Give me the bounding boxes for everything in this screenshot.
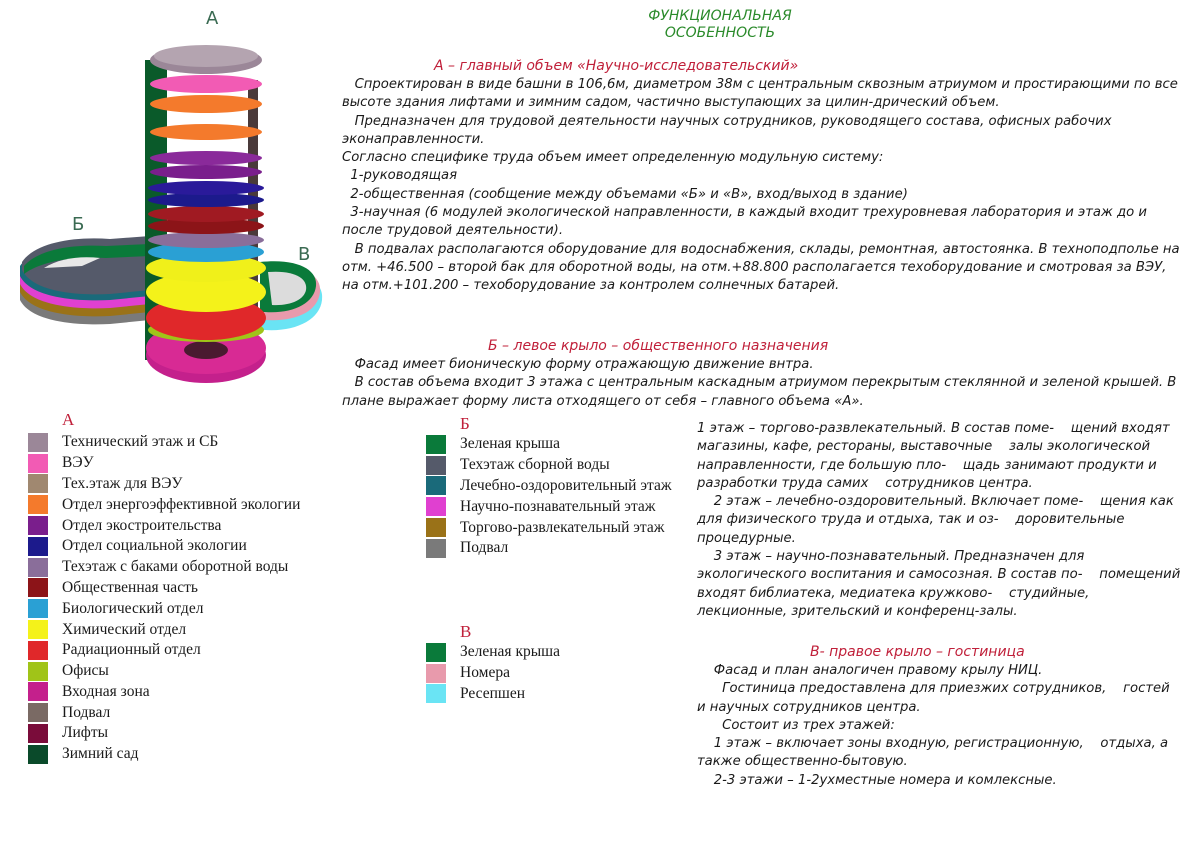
legend-swatch	[28, 745, 48, 764]
section-b-title: Б – левое крыло – общественного назначения	[488, 338, 829, 354]
legend-swatch	[28, 537, 48, 556]
section-v-text	[697, 662, 1182, 790]
legend-item	[28, 723, 138, 744]
legend-item	[28, 557, 300, 578]
legend-label: Зеленая крыша	[460, 435, 560, 453]
legend-label: Радиационный отдел	[62, 641, 201, 659]
legend-label: Входная зона	[62, 682, 150, 700]
legend-item	[28, 515, 300, 536]
legend-item	[426, 496, 672, 517]
page-title-line1: ФУНКЦИОНАЛЬНАЯ	[648, 8, 792, 24]
section-a-title: А – главный объем «Научно-исследовательский»	[434, 58, 799, 74]
legend-label: Отдел экостроительства	[62, 516, 222, 534]
legend-label: Общественная часть	[62, 578, 198, 596]
section-b-text	[342, 356, 1182, 411]
legend-v	[426, 642, 560, 704]
legend-label: Зимний сад	[62, 745, 139, 763]
legend-swatch	[28, 578, 48, 597]
legend-item	[28, 432, 300, 453]
section-a-text	[342, 76, 1182, 296]
legend-swatch	[426, 518, 446, 537]
legend-a-extra	[28, 723, 138, 765]
legend-label: Лифты	[62, 724, 109, 742]
legend-label: Химический отдел	[62, 620, 187, 638]
legend-label: Отдел социальной экологии	[62, 537, 247, 555]
legend-label: Научно-познавательный этаж	[460, 497, 656, 515]
section-a-paragraph: В подвалах располагаются оборудование для водоснабжения, склады, ремонтная, автостоянка. В техноподполье на отм. +46.500 – второй бак для оборотной воды, на отм.+88.800 располагается техоборудование и смотровая за ВЭУ, на отм.+101.200 – техоборудование за контролем солнечных батарей.	[342, 241, 1184, 294]
legend-item	[28, 474, 300, 495]
legend-item	[426, 642, 560, 663]
legend-item	[28, 494, 300, 515]
legend-swatch	[28, 662, 48, 681]
section-b-paragraph: В состав объема входит 3 этажа с центральным каскадным атриумом перекрытым стеклянной и зеленой крышей. В плане выражает форму листа отходящего от себя – главного объема «А».	[342, 375, 1181, 409]
legend-item	[426, 663, 560, 684]
legend-b-title: Б	[460, 414, 470, 433]
legend-item	[28, 598, 300, 619]
legend-label: Техэтаж с баками оборотной воды	[62, 558, 289, 576]
legend-swatch	[426, 684, 446, 703]
legend-swatch	[28, 641, 48, 660]
legend-swatch	[28, 558, 48, 577]
legend-label: Подвал	[460, 539, 509, 557]
legend-item	[28, 578, 300, 599]
page-title-line2: ОСОБЕННОСТЬ	[664, 25, 776, 41]
right-wing-v	[260, 261, 322, 330]
building-label-a: А	[206, 8, 219, 29]
legend-label: Тех.этаж для ВЭУ	[62, 474, 183, 492]
section-a-paragraph: 3-научная (6 модулей экологической направленности, в каждый входит трехуровневая лаборатория и этаж до и после трудовой деятельности).	[342, 205, 1152, 239]
legend-v-title: В	[460, 622, 472, 641]
legend-label: Техэтаж сборной воды	[460, 456, 610, 474]
legend-label: Торгово-развлекательный этаж	[460, 518, 665, 536]
legend-swatch	[426, 456, 446, 475]
page-title	[560, 8, 880, 42]
left-wing-b	[20, 236, 150, 324]
legend-item	[426, 684, 560, 705]
section-v-paragraph: Состоит из трех этажей:	[697, 717, 895, 733]
legend-swatch	[28, 495, 48, 514]
legend-item	[28, 619, 300, 640]
section-v-title: В- правое крыло – гостиница	[810, 644, 1025, 660]
legend-item	[426, 455, 672, 476]
legend-swatch	[28, 620, 48, 639]
legend-a-title: А	[62, 410, 75, 429]
section-a-paragraph: Согласно специфике труда объем имеет определенную модульную систему:	[342, 150, 884, 166]
legend-label: Ресепшен	[460, 684, 526, 702]
legend-item	[426, 517, 672, 538]
legend-item	[426, 434, 672, 455]
legend-label: Подвал	[62, 703, 111, 721]
section-v-paragraph: Гостиница предоставлена для приезжих сотрудников, гостей и научных сотрудников центра.	[697, 681, 1174, 715]
building-label-v: В	[298, 244, 311, 265]
section-b-paragraph: 3 этаж – научно-познавательный. Предназначен для экологического воспитания и самосозная. В состав по- помещений входят библиатека, медиатека кружково- студийные, лекционные, зрительский и конференц-залы.	[697, 549, 1185, 619]
legend-swatch	[426, 643, 446, 662]
legend-item	[426, 538, 672, 559]
legend-swatch	[28, 682, 48, 701]
legend-item	[28, 640, 300, 661]
legend-item	[28, 536, 300, 557]
legend-a	[28, 432, 300, 723]
legend-item	[28, 744, 138, 765]
section-b-paragraph: Фасад имеет бионическую форму отражающую движение внтра.	[342, 357, 814, 372]
legend-swatch	[28, 724, 48, 743]
section-a-paragraph: 2-общественная (сообщение между объемами «Б» и «В», вход/выход в здание)	[342, 186, 908, 202]
building-3d-drawing	[10, 0, 335, 410]
section-b-floors	[697, 420, 1185, 621]
legend-item	[28, 682, 300, 703]
legend-label: Лечебно-оздоровительный этаж	[460, 476, 672, 494]
legend-swatch	[28, 433, 48, 452]
legend-swatch	[426, 539, 446, 558]
legend-item	[28, 453, 300, 474]
section-v-paragraph: Фасад и план аналогичен правому крылу НИЦ.	[697, 663, 1043, 678]
legend-label: ВЭУ	[62, 454, 94, 472]
legend-item	[426, 476, 672, 497]
section-a-paragraph: Предназначен для трудовой деятельности научных сотрудников, руководящего состава, офисных рабочих эконаправленности.	[342, 113, 1116, 147]
legend-label: Офисы	[62, 662, 109, 680]
legend-swatch	[28, 599, 48, 618]
section-b-paragraph: 1 этаж – торгово-развлекательный. В состав поме- щений входят магазины, кафе, рестораны, выставочные залы экологической направленности, где большую пло- щадь занимают продукти и разработки труда самих сотрудников центра.	[697, 421, 1174, 491]
section-v-paragraph: 1 этаж – включает зоны входную, регистрационную, отдыха, а также общественно-бытовую.	[697, 736, 1173, 770]
building-illustration	[10, 0, 335, 410]
section-a-paragraph: 1-руководящая	[342, 168, 458, 184]
legend-swatch	[28, 703, 48, 722]
legend-swatch	[426, 476, 446, 495]
section-a-paragraph: Спроектирован в виде башни в 106,6м, диаметром 38м с центральным сквозным атриумом и простирающими по все высоте здания лифтами и зимним садом, частично выступающих за цилин-дрический объем.	[342, 77, 1183, 111]
legend-swatch	[426, 435, 446, 454]
legend-label: Технический этаж и СБ	[62, 433, 219, 451]
section-v-paragraph: 2-3 этажи – 1-2ухместные номера и комлексные.	[697, 772, 1057, 788]
legend-swatch	[28, 454, 48, 473]
building-label-b: Б	[72, 214, 85, 235]
legend-swatch	[426, 664, 446, 683]
legend-label: Номера	[460, 664, 510, 682]
section-b-paragraph: 2 этаж – лечебно-оздоровительный. Включает поме- щения как для физического труда и отдыха, так и оз- доровительные процедурные.	[697, 494, 1179, 546]
legend-swatch	[28, 474, 48, 493]
legend-b	[426, 434, 672, 559]
legend-item	[28, 661, 300, 682]
legend-swatch	[28, 516, 48, 535]
legend-item	[28, 702, 300, 723]
legend-label: Зеленая крыша	[460, 643, 560, 661]
legend-swatch	[426, 497, 446, 516]
legend-label: Биологический отдел	[62, 599, 204, 617]
legend-label: Отдел энергоэффективной экологии	[62, 495, 301, 513]
